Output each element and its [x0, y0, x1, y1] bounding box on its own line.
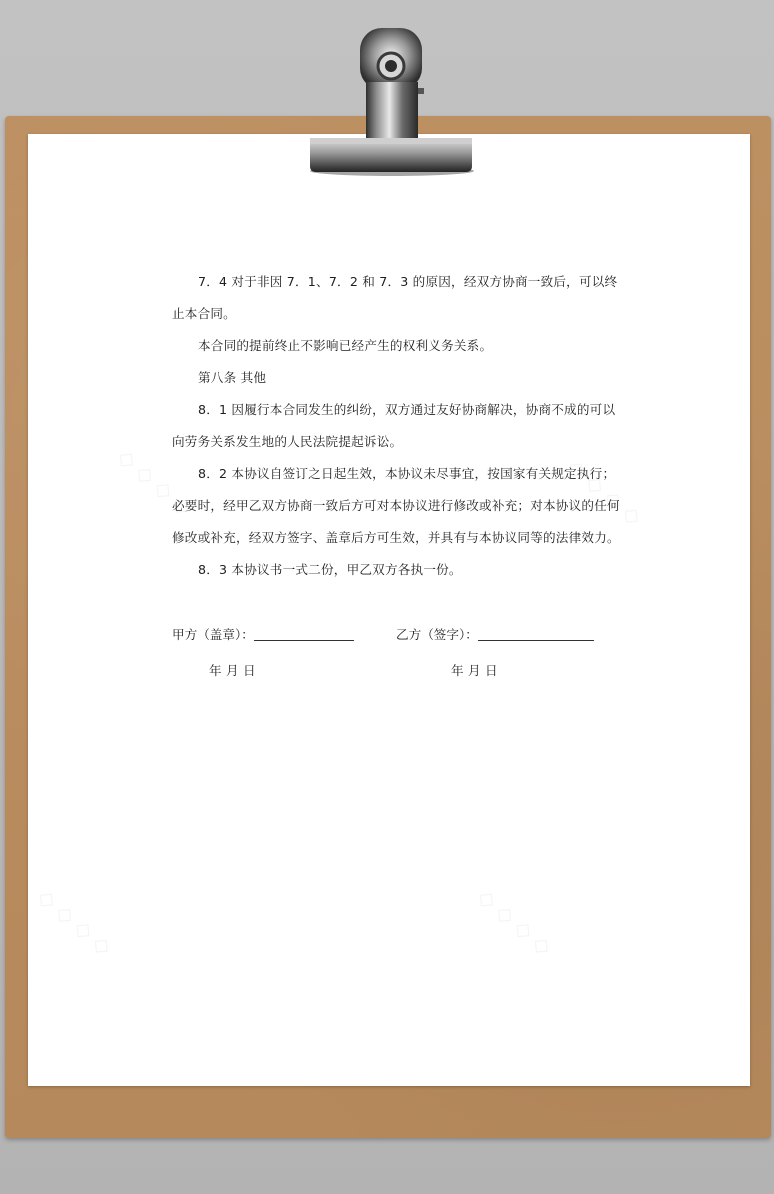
paragraph: 7．4 对于非因 7．1、7．2 和 7．3 的原因，经双方协商一致后，可以终 [198, 274, 618, 289]
paragraph: 止本合同。 [172, 306, 236, 321]
party-b-signature [396, 624, 594, 643]
party-b-date: 年 月 日 [451, 663, 498, 678]
party-a-label: 甲方（盖章）： [172, 627, 254, 642]
party-b-signature-line [478, 626, 594, 641]
paragraph: 8．1 因履行本合同发生的纠纷，双方通过友好协商解决，协商不成的可以 [198, 402, 616, 417]
paragraph: 必要时，经甲乙双方协商一致后方可对本协议进行修改或补充；对本协议的任何 [172, 498, 620, 513]
paragraph: 本合同的提前终止不影响已经产生的权利义务关系。 [198, 338, 493, 353]
signature-row [172, 624, 604, 650]
document-body [172, 266, 620, 586]
paragraph: 8．2 本协议自签订之日起生效，本协议未尽事宜，按国家有关规定执行； [198, 466, 616, 481]
party-b-label: 乙方（签字）： [396, 627, 478, 642]
section-heading: 第八条 其他 [198, 370, 267, 385]
binder-clip-icon [300, 26, 480, 176]
party-a-date: 年 月 日 [209, 663, 256, 678]
paragraph: 向劳务关系发生地的人民法院提起诉讼。 [172, 434, 403, 449]
paragraph: 8．3 本协议书一式二份，甲乙双方各执一份。 [198, 562, 462, 577]
paragraph: 修改或补充，经双方签字、盖章后方可生效，并具有与本协议同等的法律效力。 [172, 530, 620, 545]
party-a-signature-line [254, 626, 354, 641]
party-a-signature [172, 624, 354, 643]
